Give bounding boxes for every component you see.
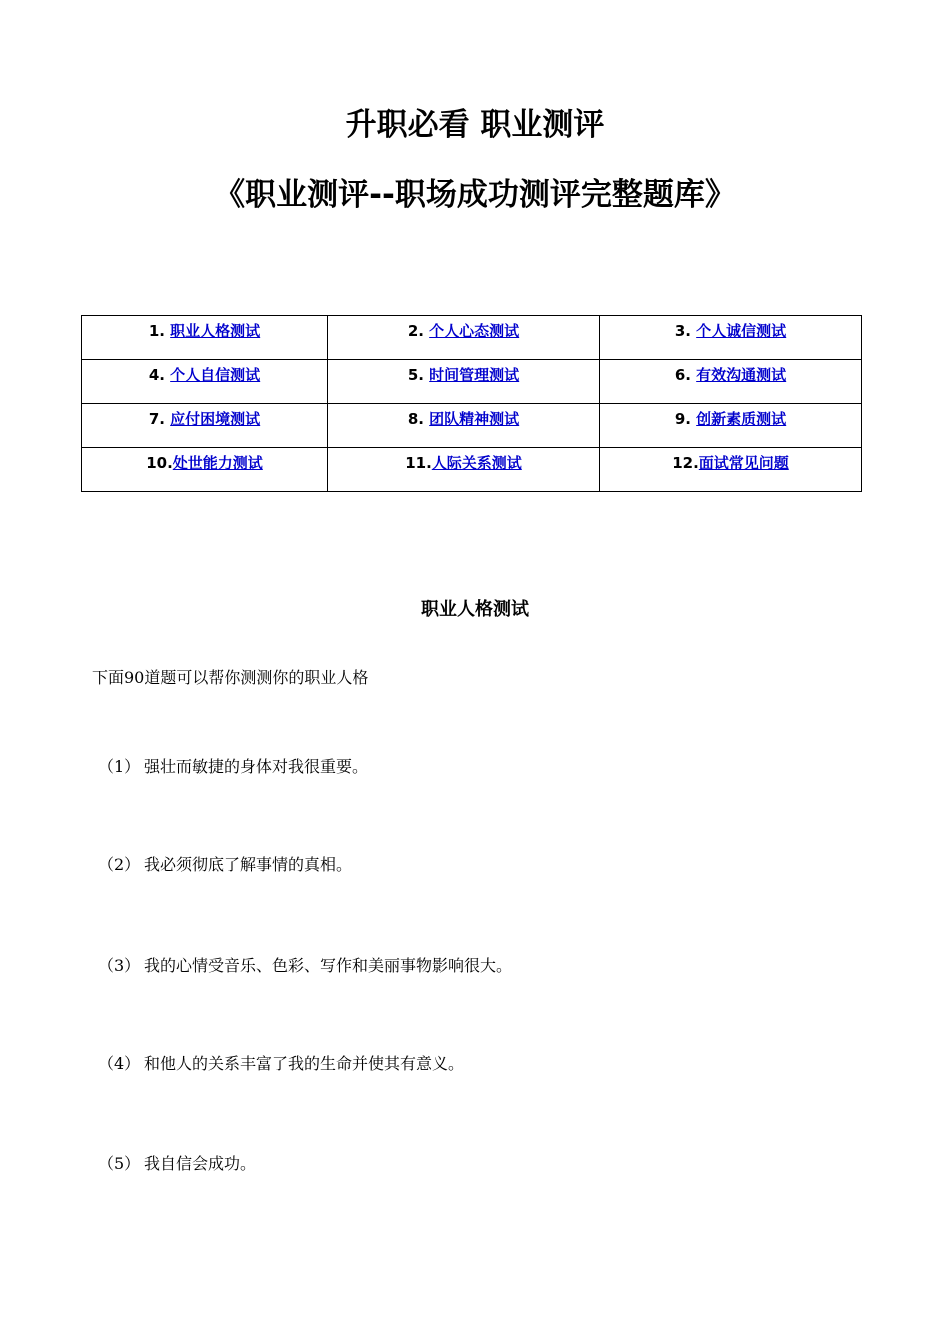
question-text: 和他人的关系丰富了我的生命并使其有意义。 xyxy=(144,1054,465,1073)
question-number: （2） xyxy=(98,855,141,874)
toc-cell xyxy=(328,360,600,404)
toc-cell xyxy=(82,316,328,360)
toc-link-mindset[interactable]: 个人心态测试 xyxy=(429,322,520,340)
toc-number: 9. xyxy=(674,410,697,428)
toc-cell xyxy=(328,404,600,448)
page-title: 升职必看 职业测评 xyxy=(345,107,605,143)
toc-link-career-personality[interactable]: 职业人格测试 xyxy=(170,322,261,340)
toc-link-adversity[interactable]: 应付困境测试 xyxy=(170,410,261,428)
toc-number: 6. xyxy=(674,366,697,384)
question-item xyxy=(98,853,352,877)
toc-number: 4. xyxy=(148,366,171,384)
toc-link-social-skills[interactable]: 处世能力测试 xyxy=(172,454,263,472)
question-text: 我的心情受音乐、色彩、写作和美丽事物影响很大。 xyxy=(144,956,513,975)
table-row xyxy=(82,448,862,492)
toc-link-teamwork[interactable]: 团队精神测试 xyxy=(429,410,520,428)
question-text: 我必须彻底了解事情的真相。 xyxy=(144,855,353,874)
toc-link-time-management[interactable]: 时间管理测试 xyxy=(429,366,520,384)
toc-cell xyxy=(600,316,862,360)
toc-cell xyxy=(82,360,328,404)
toc-link-innovation[interactable]: 创新素质测试 xyxy=(696,410,787,428)
toc-link-interview-faq[interactable]: 面试常见问题 xyxy=(698,454,789,472)
toc-number: 5. xyxy=(407,366,430,384)
toc-link-confidence[interactable]: 个人自信测试 xyxy=(170,366,261,384)
table-row xyxy=(82,360,862,404)
question-number: （5） xyxy=(98,1154,141,1173)
question-number: （4） xyxy=(98,1054,141,1073)
toc-cell xyxy=(600,360,862,404)
question-text: 我自信会成功。 xyxy=(144,1154,257,1173)
question-item xyxy=(98,755,368,779)
toc-number: 10. xyxy=(146,454,173,472)
question-item xyxy=(98,1052,464,1076)
toc-number: 3. xyxy=(674,322,697,340)
toc-cell xyxy=(328,316,600,360)
question-number: （1） xyxy=(98,757,141,776)
toc-cell xyxy=(600,448,862,492)
toc-link-relationships[interactable]: 人际关系测试 xyxy=(431,454,522,472)
toc-number: 8. xyxy=(407,410,430,428)
toc-cell xyxy=(82,404,328,448)
table-row xyxy=(82,316,862,360)
section-intro: 下面90道题可以帮你测测你的职业人格 xyxy=(92,668,369,687)
question-number: （3） xyxy=(98,956,141,975)
toc-cell xyxy=(600,404,862,448)
question-text: 强壮而敏捷的身体对我很重要。 xyxy=(144,757,369,776)
toc-number: 12. xyxy=(672,454,699,472)
question-item xyxy=(98,1152,256,1176)
toc-number: 7. xyxy=(148,410,171,428)
table-of-contents xyxy=(81,315,862,492)
toc-number: 11. xyxy=(405,454,432,472)
toc-link-integrity[interactable]: 个人诚信测试 xyxy=(696,322,787,340)
toc-cell xyxy=(82,448,328,492)
toc-number: 2. xyxy=(407,322,430,340)
table-row xyxy=(82,404,862,448)
question-item xyxy=(98,954,512,978)
page-subtitle: 《职业测评--职场成功测评完整题库》 xyxy=(214,177,736,213)
toc-cell xyxy=(328,448,600,492)
section-heading: 职业人格测试 xyxy=(421,599,529,620)
toc-number: 1. xyxy=(148,322,171,340)
toc-link-communication[interactable]: 有效沟通测试 xyxy=(696,366,787,384)
